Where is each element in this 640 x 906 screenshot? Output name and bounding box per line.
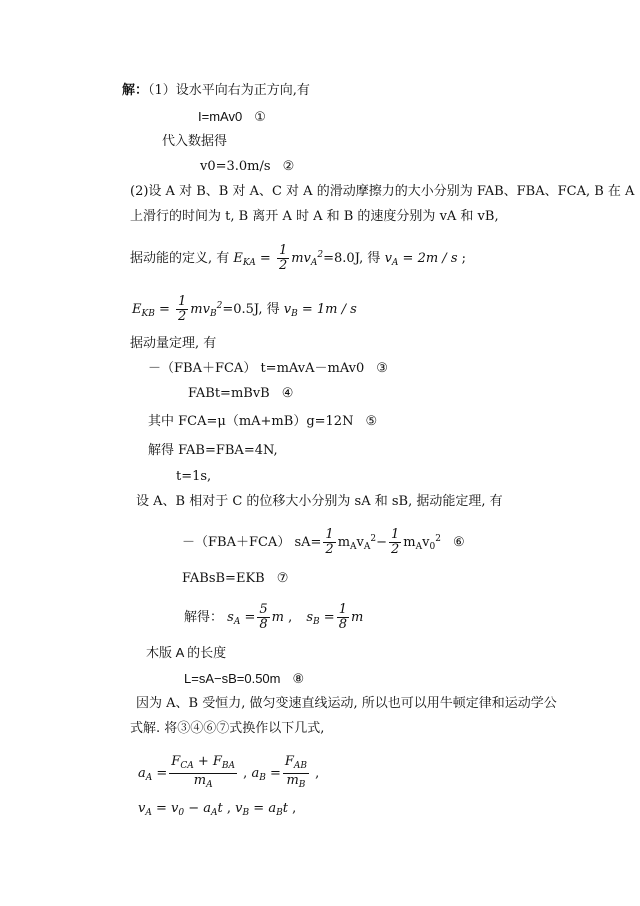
- eq-velocities: $v_A = v_0 - a_At$ , $v_B = a_Bt$ ,: [138, 801, 297, 818]
- sa-fraction: $\frac{5}{8}$: [259, 602, 268, 632]
- eka-prefix: 据动能的定义, 有: [130, 251, 230, 266]
- ab-symbol: $a_B$ =: [251, 766, 281, 783]
- line-alt-method-a: 因为 A、B 受恒力, 做匀变速直线运动, 所以也可以用牛顿定律和运动学公: [136, 696, 557, 711]
- line-displacement-intro: 设 A、B 相对于 C 的位移大小分别为 sA 和 sB, 据动能定理, 有: [136, 494, 503, 509]
- eq-work-energy-b-text: FABsB=EKB: [182, 571, 265, 586]
- aa-symbol: $a_A$ =: [138, 766, 168, 783]
- eq-eka: 据动能的定义, 有 $E_{KA}$ = $\frac{1}{2}$ $mv_A^2=8.0J$, 得 $v_A = 2m / s$ ;: [130, 243, 467, 273]
- eq-marker-8: ⑧: [292, 671, 305, 686]
- eq-momentum-b-text: FABt=mBvB: [188, 386, 270, 401]
- we-fraction-1: $\frac{1}{2}$: [325, 527, 334, 557]
- line-substitute: 代入数据得: [162, 134, 228, 149]
- eka-fraction: $\frac{1}{2}$: [278, 243, 288, 273]
- eq-momentum-a-text: －（FBA＋FCA） t=mAvA－mAv0: [148, 361, 365, 376]
- sa-result: $s_A$ =: [227, 610, 256, 627]
- eq-marker-1: ①: [254, 109, 266, 124]
- ekb-value: =0.5J, 得: [222, 302, 280, 317]
- eq-length: [184, 670, 304, 688]
- aa-fraction: $\frac{F_{CA} + F_{BA}}{m_A}$: [171, 754, 236, 790]
- ekb-symbol: $E_{KB}$ =: [132, 302, 170, 319]
- line-momentum-theorem: 据动量定理, 有: [130, 336, 217, 351]
- eq-momentum-b: [188, 385, 293, 403]
- eq-displacements: 解得： $s_A$ = $\frac{5}{8}$ m , $s_B$ = $\frac{1}{8}$ m: [184, 602, 364, 632]
- ab-fraction: $\frac{F_{AB}}{m_B}$: [284, 754, 308, 790]
- eka-value: =8.0J, 得: [323, 251, 381, 266]
- eq-impulse: [198, 108, 266, 126]
- we-term-2: $m_Av_0^2$: [403, 534, 441, 552]
- eka-mv: $mv_A^2$: [291, 250, 324, 268]
- we-fraction-2: $\frac{1}{2}$: [391, 527, 400, 557]
- eq-friction-c-text: 其中 FCA=μ（mA+mB）g=12N: [148, 414, 354, 429]
- line-solve-time: t=1s,: [176, 469, 212, 484]
- eq-impulse-text: I=mAv0: [198, 109, 243, 124]
- ekb-fraction: $\frac{1}{2}$: [178, 294, 187, 324]
- eka-symbol: $E_{KA}$ =: [233, 251, 271, 268]
- va-expression: $v_A = v_0 - a_At$: [138, 801, 223, 818]
- ekb-mv: $mv_B^2$: [190, 301, 223, 319]
- line-solve-forces: 解得 FAB=FBA=4N,: [148, 443, 278, 458]
- eq-marker-6: ⑥: [452, 535, 465, 550]
- eq-friction-c: [148, 413, 377, 431]
- eq-ekb: [132, 295, 357, 324]
- line-board-length: 木版 A 的长度: [146, 645, 227, 660]
- eq-marker-2: ②: [282, 159, 295, 174]
- sb-result: $s_B$ =: [306, 610, 335, 627]
- eq-accelerations: $a_A$ = $\frac{F_{CA} + F_{BA}}{m_A}$ , $a_B$ = $\frac{F_{AB}}{m_B}$ ,: [138, 754, 320, 790]
- eq-v0: [200, 158, 294, 176]
- eq-v0-text: v0=3.0m/s: [200, 159, 271, 174]
- sb-fraction: $\frac{1}{8}$: [338, 602, 347, 632]
- eq-work-energy-a: [182, 528, 465, 557]
- line-part2-b: 上滑行的时间为 t, B 离开 A 时 A 和 B 的速度分别为 vA 和 vB,: [130, 209, 499, 224]
- eq-length-text: L=sA−sB=0.50m: [184, 671, 281, 686]
- va-result: $v_A = 2m / s$: [384, 251, 458, 268]
- eq-marker-7: ⑦: [276, 571, 289, 586]
- eq-momentum-a: [148, 360, 388, 378]
- line-alt-method-b: 式解. 将③④⑥⑦式换作以下几式,: [130, 721, 325, 736]
- solve-label: 解得：: [184, 610, 224, 625]
- eq-work-energy-a-prefix: －（FBA＋FCA） sA=: [182, 535, 322, 550]
- eq-marker-3: ③: [376, 361, 388, 376]
- vb-expression: $v_B = a_Bt$: [235, 801, 288, 818]
- eq-marker-5: ⑤: [365, 414, 378, 429]
- solution-label: 解：: [122, 83, 149, 98]
- vb-result: $v_B = 1m / s$: [283, 302, 357, 319]
- eq-marker-4: ④: [281, 386, 294, 401]
- solution-intro-text: （1）设水平向右为正方向,有: [148, 83, 310, 98]
- eq-work-energy-b: [182, 570, 288, 588]
- we-term-1: $m_Av_A^2-$: [337, 534, 388, 552]
- line-part2-a: (2)设 A 对 B、B 对 A、C 对 A 的滑动摩擦力的大小分别为 FAB、FBA、FCA, B 在 A: [130, 184, 635, 199]
- line-solution-intro: [122, 82, 310, 100]
